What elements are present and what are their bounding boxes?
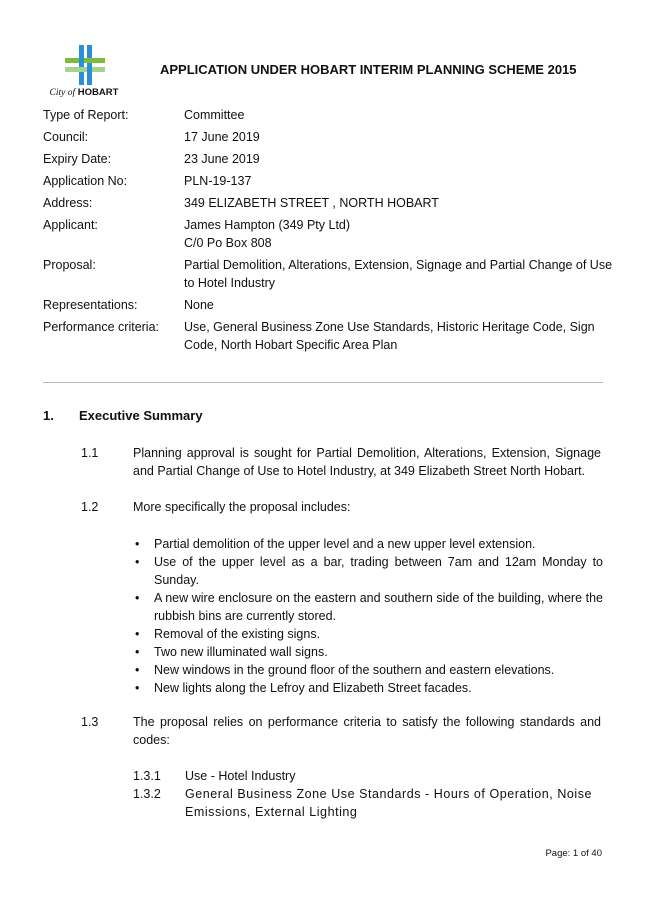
proposal-bullet-list [133, 535, 603, 697]
paragraph-text: Planning approval is sought for Partial Demolition, Alterations, Extension, Signage and Partial Change of Use to Hotel Industry, at 349 Elizabeth Street North Hobart. [133, 446, 601, 478]
list-item: • Two new illuminated wall signs. [133, 643, 603, 661]
section-heading [43, 408, 203, 423]
section-title: Executive Summary [79, 408, 203, 423]
subitem-number: 1.3.2 [133, 787, 161, 801]
list-item: • New lights along the Lefroy and Elizabeth Street facades. [133, 679, 603, 697]
paragraph-text: The proposal relies on performance criteria to satisfy the following standards and codes: [133, 715, 601, 747]
meta-row [43, 106, 613, 124]
meta-value [184, 318, 613, 354]
paragraph-number: 1.3 [81, 715, 99, 729]
city-of-hobart-logo [44, 45, 124, 101]
meta-value-line: Committee [184, 108, 245, 122]
meta-label: Address: [43, 196, 93, 210]
meta-label: Proposal: [43, 258, 96, 272]
paragraph-number: 1.2 [81, 500, 99, 514]
meta-label: Type of Report: [43, 108, 129, 122]
meta-label: Application No: [43, 174, 128, 188]
meta-value-line: PLN-19-137 [184, 174, 252, 188]
meta-value [184, 194, 613, 212]
hobart-cross-icon [65, 45, 105, 85]
meta-row [43, 318, 613, 354]
list-item: • Partial demolition of the upper level and a new upper level extension. [133, 535, 603, 553]
meta-value-line: Use, General Business Zone Use Standards, Historic Heritage Code, Sign Code, North Hobart Specific Area Plan [184, 320, 595, 352]
meta-row [43, 172, 613, 190]
meta-value [184, 106, 613, 124]
meta-row [43, 194, 613, 212]
meta-value [184, 256, 613, 292]
subitem-number: 1.3.1 [133, 769, 161, 783]
meta-value [184, 172, 613, 190]
meta-row [43, 296, 613, 314]
meta-value-line: None [184, 298, 214, 312]
meta-label: Expiry Date: [43, 152, 112, 166]
meta-value [184, 150, 613, 168]
subitem-text: Use - Hotel Industry [185, 769, 296, 783]
meta-label: Council: [43, 130, 89, 144]
paragraph-1-3 [81, 713, 601, 749]
meta-label: Performance criteria: [43, 320, 160, 334]
meta-label: Applicant: [43, 218, 98, 232]
meta-value-line: C/0 Po Box 808 [184, 236, 272, 250]
meta-value [184, 296, 613, 314]
paragraph-text: More specifically the proposal includes: [133, 500, 351, 514]
paragraph-1-2 [81, 498, 601, 516]
meta-label: Representations: [43, 298, 138, 312]
meta-value [184, 216, 613, 252]
report-metadata [43, 106, 613, 358]
paragraph-1-1 [81, 444, 601, 480]
meta-value-line: 349 ELIZABETH STREET , NORTH HOBART [184, 196, 439, 210]
page-number: Page: 1 of 40 [545, 848, 602, 859]
meta-row [43, 216, 613, 252]
meta-value-line: 23 June 2019 [184, 152, 260, 166]
subitem-1-3-2 [133, 785, 603, 821]
list-item: • Use of the upper level as a bar, trading between 7am and 12am Monday to Sunday. [133, 553, 603, 589]
list-item: • Removal of the existing signs. [133, 625, 603, 643]
meta-value-line: Partial Demolition, Alterations, Extension, Signage and Partial Change of Use to Hotel Industry [184, 258, 613, 290]
subitem-text: General Business Zone Use Standards - Hours of Operation, Noise Emissions, External Lighting [185, 787, 593, 819]
meta-value-line: James Hampton (349 Pty Ltd) [184, 218, 351, 232]
list-item: • A new wire enclosure on the eastern and southern side of the building, where the rubbish bins are currently stored. [133, 589, 603, 625]
logo-wordmark: City of HOBART [49, 87, 119, 98]
subitem-1-3-1 [133, 767, 603, 785]
meta-row [43, 150, 613, 168]
document-title: APPLICATION UNDER HOBART INTERIM PLANNING SCHEME 2015 [160, 62, 577, 77]
meta-value [184, 128, 613, 146]
meta-row [43, 256, 613, 292]
meta-row [43, 128, 613, 146]
section-number: 1. [43, 408, 54, 423]
meta-value-line: 17 June 2019 [184, 130, 260, 144]
section-divider [43, 382, 603, 383]
list-item: • New windows in the ground floor of the southern and eastern elevations. [133, 661, 603, 679]
paragraph-number: 1.1 [81, 446, 99, 460]
